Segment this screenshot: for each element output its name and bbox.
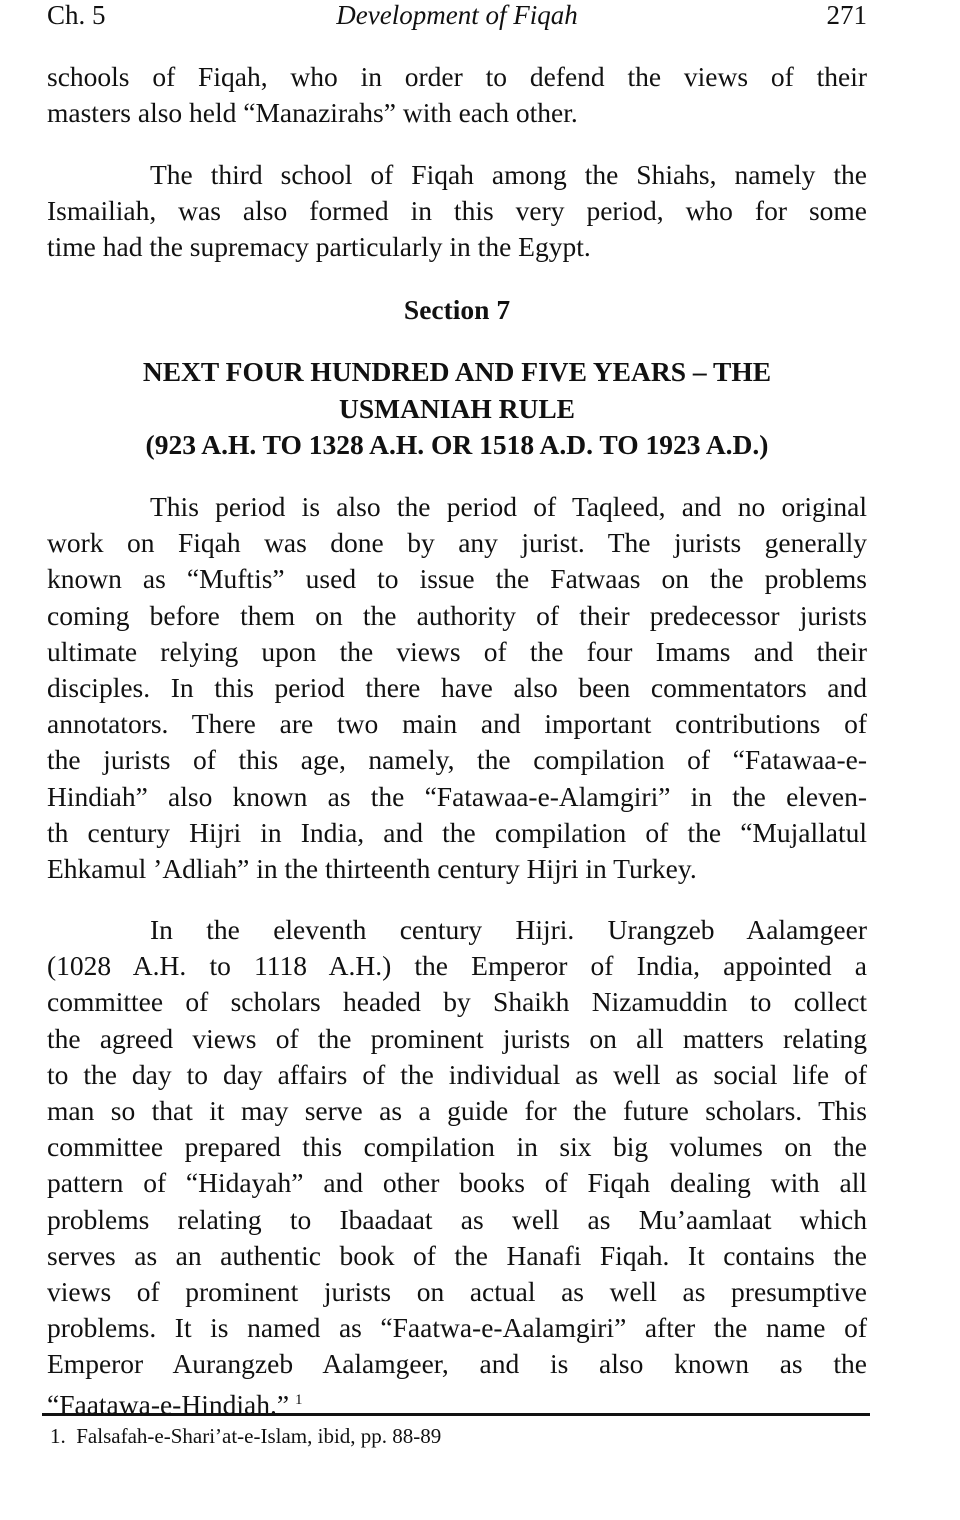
text-line: Hindiah” also known as the “Fatawaa-e-Alamgiri” in the eleven- (47, 780, 867, 812)
section-label: Section 7 (403, 294, 511, 325)
chapter-label: Ch. 5 (47, 0, 106, 30)
footnote-reference[interactable]: 1 (295, 1392, 303, 1409)
paragraph-continuation (47, 59, 867, 131)
text-line: th century Hijri in India, and the compilation of the “Mujallatul (47, 816, 867, 848)
text-line: serves as an authentic book of the Hanafi Fiqah. It contains the (47, 1239, 867, 1271)
text-line: disciples. In this period there have also been commentators and (47, 671, 867, 703)
footnote-text: Falsafah-e-Shari’at-e-Islam, ibid, pp. 88-89 (76, 1424, 442, 1448)
text-line: This period is also the period of Taqleed, and no original (150, 491, 867, 522)
text-line: time had the supremacy particularly in the Egypt. (47, 231, 591, 263)
footnote-divider (42, 1413, 870, 1416)
chapter-title: Development of Fiqah (336, 0, 578, 30)
running-head (47, 0, 867, 32)
text-line: committee of scholars headed by Shaikh Nizamuddin to collect (47, 986, 867, 1018)
paragraph-taqleed (47, 489, 867, 887)
text-line: known as “Muftis” used to issue the Fatwaas on the problems (47, 563, 867, 595)
text-line: ultimate relying upon the views of the four Imams and their (47, 635, 867, 667)
text-line: man so that it may serve as a guide for the future scholars. This (47, 1094, 867, 1126)
page-number: 271 (826, 0, 867, 30)
heading-line: (923 A.H. TO 1328 A.H. OR 1518 A.D. TO 1923 A.D.) (145, 429, 769, 460)
text-line: schools of Fiqah, who in order to defend the views of their (47, 61, 867, 92)
text-line: In the eleventh century Hijri. Urangzeb Aalamgeer (150, 914, 867, 945)
text-line: masters also held “Manazirahs” with each other. (47, 97, 578, 129)
section-heading (47, 354, 867, 464)
text-line: to the day to day affairs of the individual as well as social life of (47, 1058, 867, 1090)
paragraph-ismailiah (47, 157, 867, 266)
heading-line: NEXT FOUR HUNDRED AND FIVE YEARS – THE (142, 356, 772, 387)
text-line: annotators. There are two main and important contributions of (47, 708, 867, 740)
text-line: (1028 A.H. to 1118 A.H.) the Emperor of India, appointed a (47, 950, 867, 982)
text-line: Ehkamul ’Adliah” in the thirteenth century Hijri in Turkey. (47, 852, 697, 884)
paragraph-aalamgiri (47, 912, 867, 1419)
footnote (50, 1422, 441, 1450)
text-line: views of prominent jurists on actual as well as presumptive (47, 1275, 867, 1307)
text-line: work on Fiqah was done by any jurist. The jurists generally (47, 527, 867, 559)
text-line: coming before them on the authority of their predecessor jurists (47, 599, 867, 631)
text-line: the agreed views of the prominent jurists on all matters relating (47, 1022, 867, 1054)
text-line: committee prepared this compilation in six big volumes on the (47, 1131, 867, 1163)
text-fragment: “Faatawa-e-Hindiah.” (47, 1389, 290, 1421)
text-line: problems relating to Ibaadaat as well as Mu’aamlaat which (47, 1203, 867, 1235)
footnote-number: 1. (50, 1424, 66, 1448)
text-line: problems. It is named as “Faatwa-e-Aalamgiri” after the name of (47, 1312, 867, 1344)
heading-line: USMANIAH RULE (338, 392, 576, 424)
text-line: Emperor Aurangzeb Aalamgeer, and is also known as the (47, 1348, 867, 1380)
text-line: The third school of Fiqah among the Shiahs, namely the (150, 159, 867, 190)
text-line: Ismailiah, was also formed in this very period, who for some (47, 195, 867, 227)
text-line: pattern of “Hidayah” and other books of Fiqah dealing with all (47, 1167, 867, 1199)
text-line: the jurists of this age, namely, the compilation of “Fatawaa-e- (47, 744, 867, 776)
